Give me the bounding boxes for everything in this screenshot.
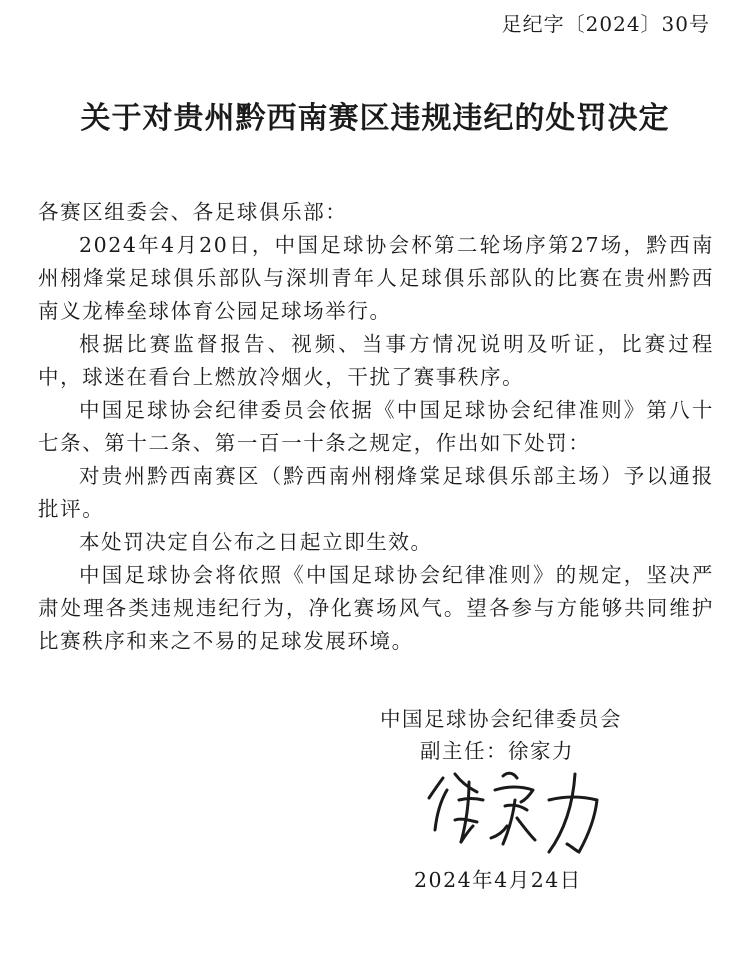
paragraph-penalty: 对贵州黔西南赛区（黔西南州栩烽棠足球俱乐部主场）予以通报批评。 <box>38 464 714 521</box>
salutation: 各赛区组委会、各足球俱乐部： <box>38 200 348 224</box>
document-number: 足纪字〔2024〕30号 <box>501 12 710 36</box>
issuing-organization: 中国足球协会纪律委员会 <box>380 707 622 731</box>
document-title: 关于对贵州黔西南赛区违规违纪的处罚决定 <box>80 101 670 136</box>
handwritten-signature <box>425 760 625 860</box>
signatory: 副主任：徐家力 <box>420 739 574 763</box>
paragraph-legal-basis: 中国足球协会纪律委员会依据《中国足球协会纪律准则》第八十七条、第十二条、第一百一十条之规定，作出如下处罚： <box>38 398 714 455</box>
document-date: 2024年4月24日 <box>414 868 582 892</box>
paragraph-findings: 根据比赛监督报告、视频、当事方情况说明及听证，比赛过程中，球迷在看台上燃放冷烟火，干扰了赛事秩序。 <box>38 332 714 389</box>
paragraph-closing: 中国足球协会将依照《中国足球协会纪律准则》的规定，坚决严肃处理各类违规违纪行为，净化赛场风气。望各参与方能够共同维护比赛秩序和来之不易的足球发展环境。 <box>38 563 714 653</box>
paragraph-effective: 本处罚决定自公布之日起立即生效。 <box>79 530 433 554</box>
paragraph-match-info: 2024年4月20日，中国足球协会杯第二轮场序第27场，黔西南州栩烽棠足球俱乐部队与深圳青年人足球俱乐部队的比赛在贵州黔西南义龙棒垒球体育公园足球场举行。 <box>38 233 714 323</box>
document-body <box>38 196 714 658</box>
